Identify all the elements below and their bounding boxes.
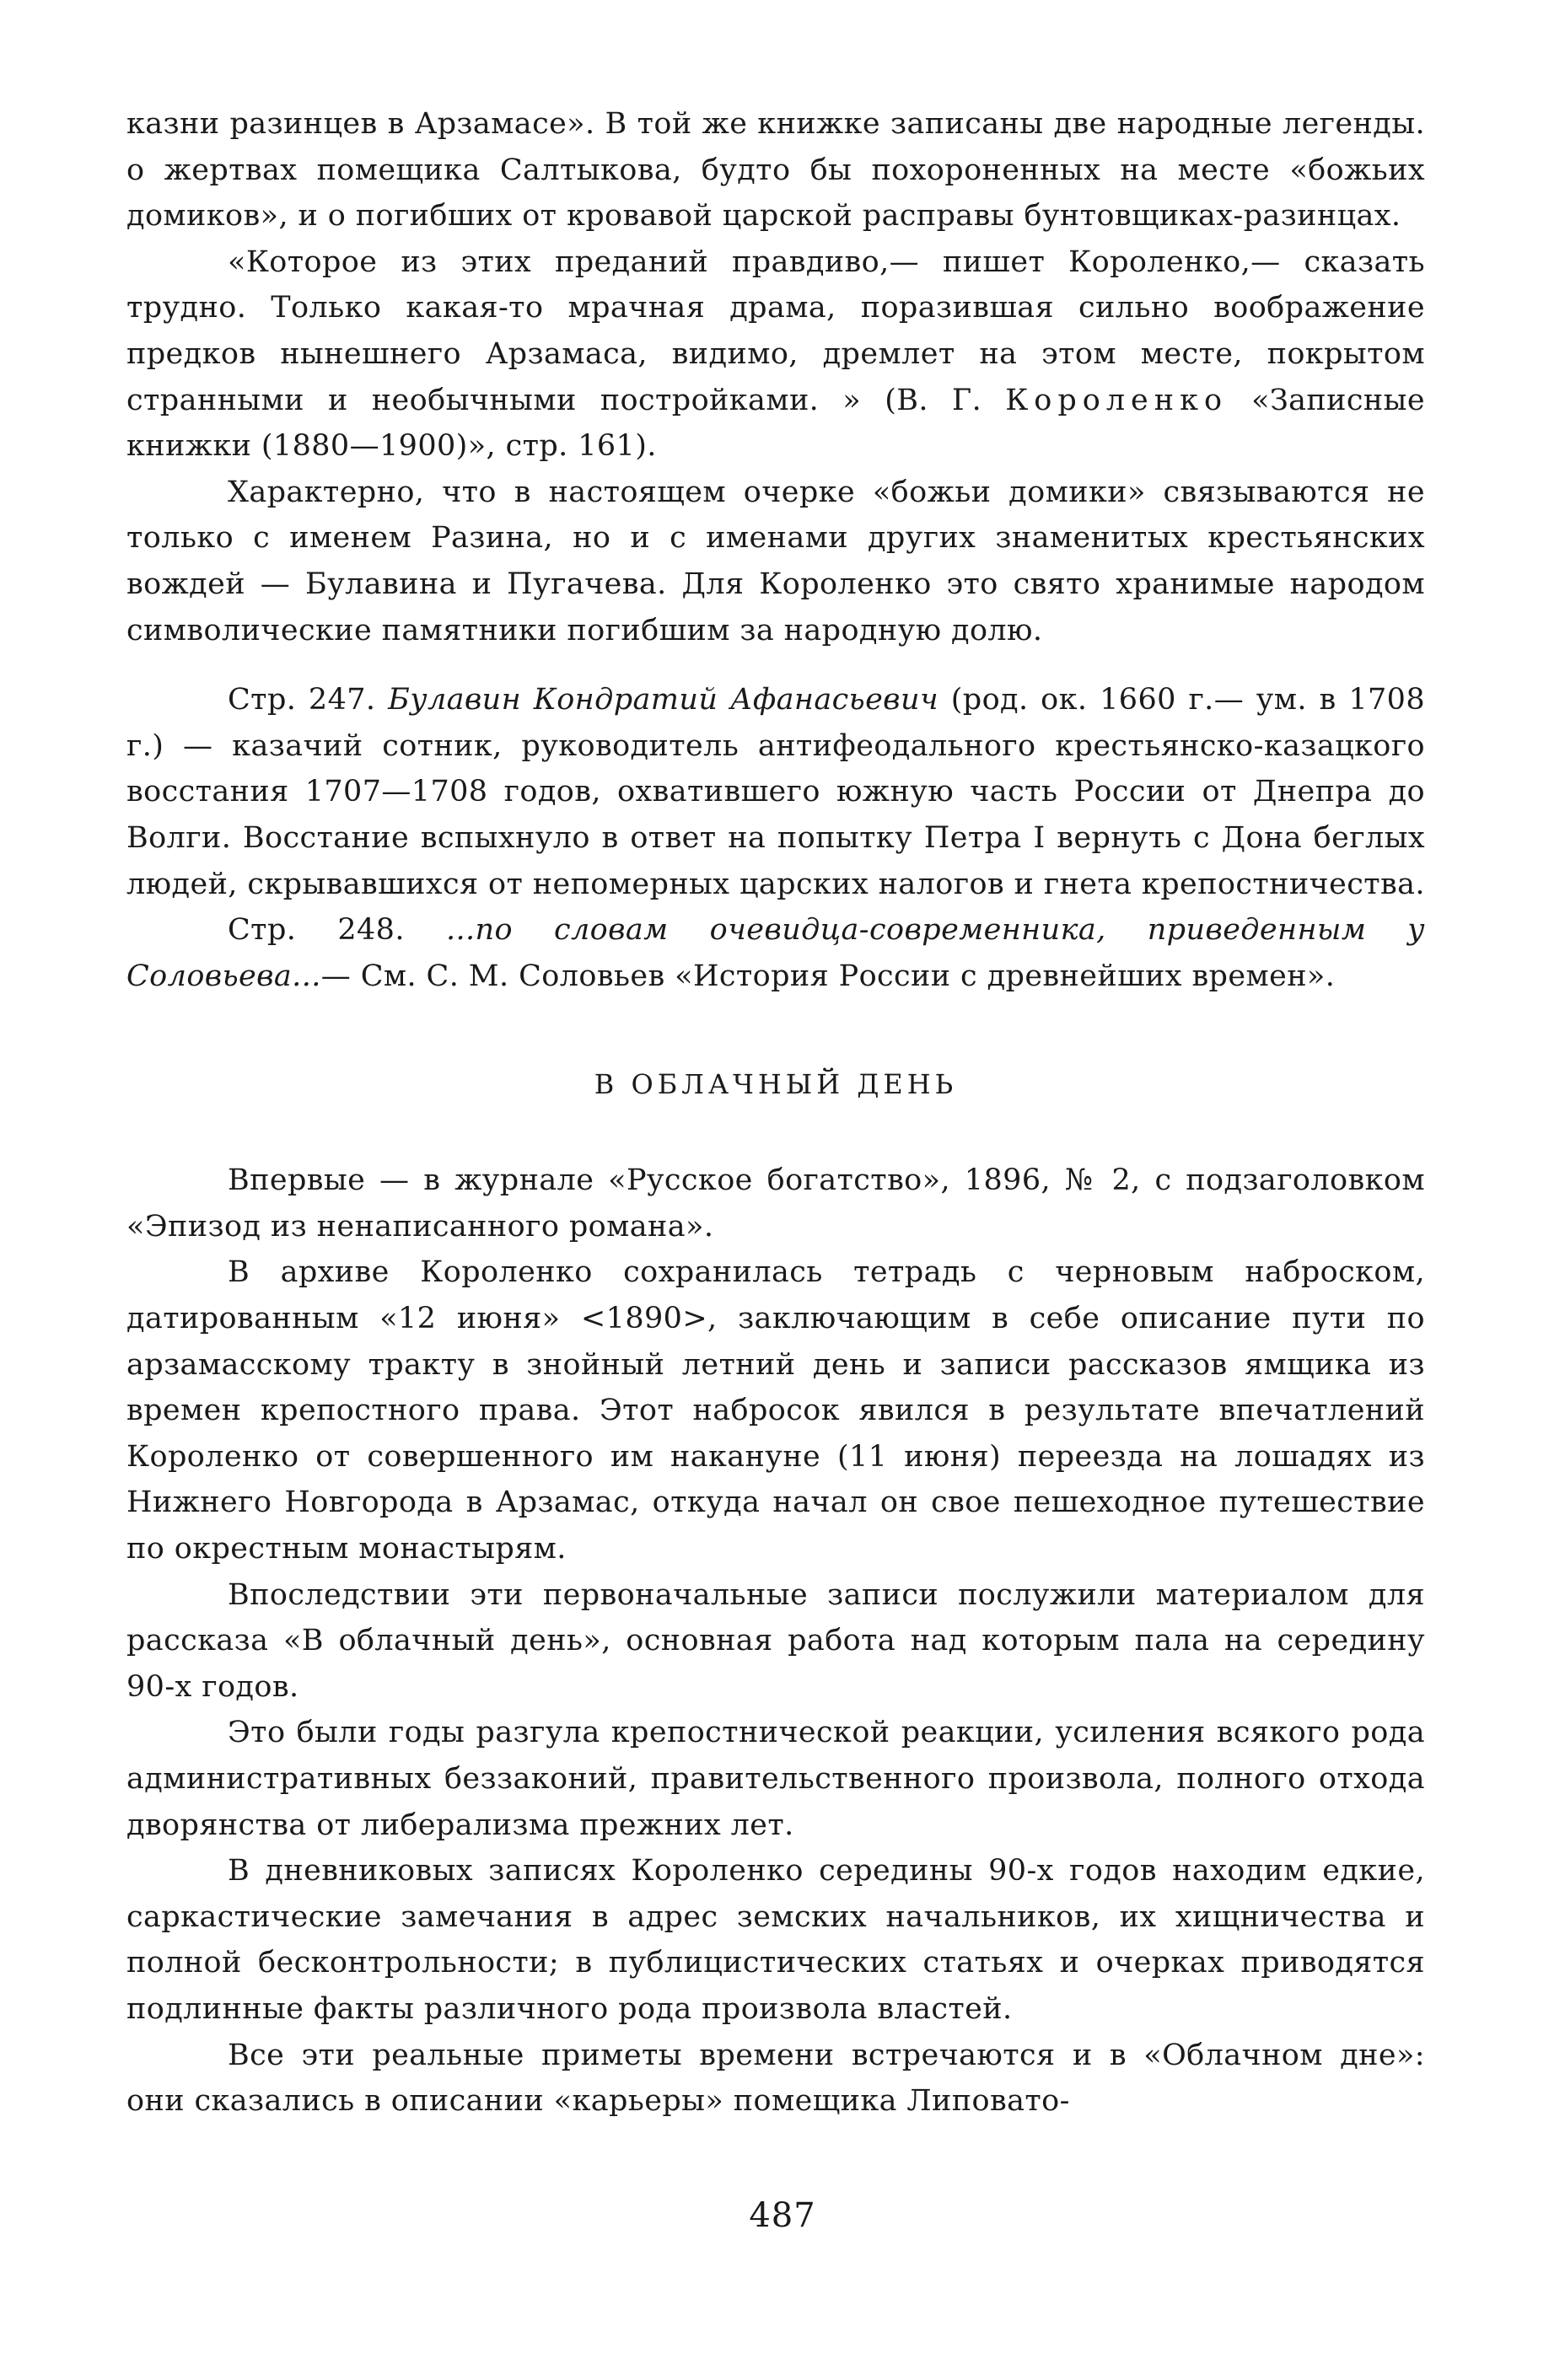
spacer — [126, 1107, 1425, 1158]
quote-source: «Записные книжки (1880—1900)», стр. 161). — [126, 383, 1425, 464]
quote-author: Короленко — [1005, 383, 1229, 417]
note-ref: Стр. 248. — [228, 913, 446, 948]
continuation-paragraph: казни разинцев в Арзамасе». В той же книжке записаны две народные легенды. о жертвах помещика Салтыкова, будто бы похороненных на месте «божьих домиков», и о погибших от кровавой царской расправы бунтовщиках-разинцах. — [126, 107, 1425, 234]
section-heading: В ОБЛАЧНЫЙ ДЕНЬ — [594, 1068, 958, 1101]
note-page-248 — [126, 907, 1425, 999]
section-paragraph: Впоследствии эти первоначальные записи послужили материалом для рассказа «В облачный день», основная работа над которым пала на середину 90-х годов. — [126, 1577, 1425, 1704]
commentary-block-razin — [126, 101, 1425, 653]
note-text: (род. ок. 1660 г.— ум. в 1708 г.) — казачий сотник, руководитель антифеодального крестьянско-казацкого восстания 1707—1708 годов, охватившего южную часть России от Днепра до Волги. Восстание вспыхнуло в ответ на попытку Петра I вернуть с Дона беглых людей, скрывавшихся от непомерных царских налогов и гнета крепостничества. — [126, 683, 1425, 901]
section-body — [126, 1158, 1425, 2124]
note-text: — См. С. М. Соловьев «История России с древнейших времен». — [320, 959, 1336, 993]
section-paragraph: Все эти реальные приметы времени встречаются и в «Облачном дне»: они сказались в описании «карьеры» помещика Липовато- — [126, 2038, 1425, 2119]
section-paragraph: Впервые — в журнале «Русское богатство», 1896, № 2, с подзаголовком «Эпизод из ненаписанного романа». — [126, 1163, 1425, 1244]
section-paragraph: Это были годы разгула крепостнической реакции, усиления всякого рода административных беззаконий, правительственного произвола, полного отхода дворянства от либерализма прежних лет. — [126, 1716, 1425, 1842]
spacer — [126, 999, 1425, 1061]
bozhi-domiki-paragraph: Характерно, что в настоящем очерке «божьи домики» связываются не только с именем Разина, но и с именами других знаменитых крестьянских вождей — Булавина и Пугачева. Для Короленко это свято хранимые народом символические памятники погибшим за народную долю. — [126, 475, 1425, 647]
section-paragraph: В дневниковых записях Короленко середины 90-х годов находим едкие, саркастические замечания в адрес земских начальников, их хищничества и полной бесконтрольности; в публицистических статьях и очерках приводятся подлинные факты различного рода произвола властей. — [126, 1854, 1425, 2026]
section-paragraph: В архиве Короленко сохранилась тетрадь с черновым наброском, датированным «12 июня» <1890>, заключающим в себе описание пути по арзамасскому тракту в знойный летний день и записи рассказов ямщика из времен крепостного права. Этот набросок явился в результате впечатлений Короленко от совершенного им накануне (11 июня) переезда на лошадях из Нижнего Новгорода в Арзамас, откуда начал он свое пешеходное путешествие по окрестным монастырям. — [126, 1255, 1425, 1566]
notes-block — [126, 677, 1425, 999]
note-page-247 — [126, 677, 1425, 907]
note-term: ...по словам очевидца-современника, приведенным у Соловьева... — [126, 913, 1425, 993]
page-number: 487 — [749, 2196, 816, 2235]
quote-text: «Которое из этих преданий правдиво,— пишет Короленко,— сказать трудно. Только какая-то мрачная драма, поразившая сильно воображение предков нынешнего Арзамаса, видимо, дремлет на этом месте, покрытом странными и необычными постройками. » (В. Г. — [126, 244, 1425, 417]
spacer — [126, 653, 1425, 677]
korolenko-quote-paragraph — [126, 239, 1425, 470]
note-ref: Стр. 247. — [228, 683, 389, 717]
note-term: Булавин Кондратий Афанасьевич — [388, 683, 939, 717]
page-body — [126, 101, 1425, 2125]
